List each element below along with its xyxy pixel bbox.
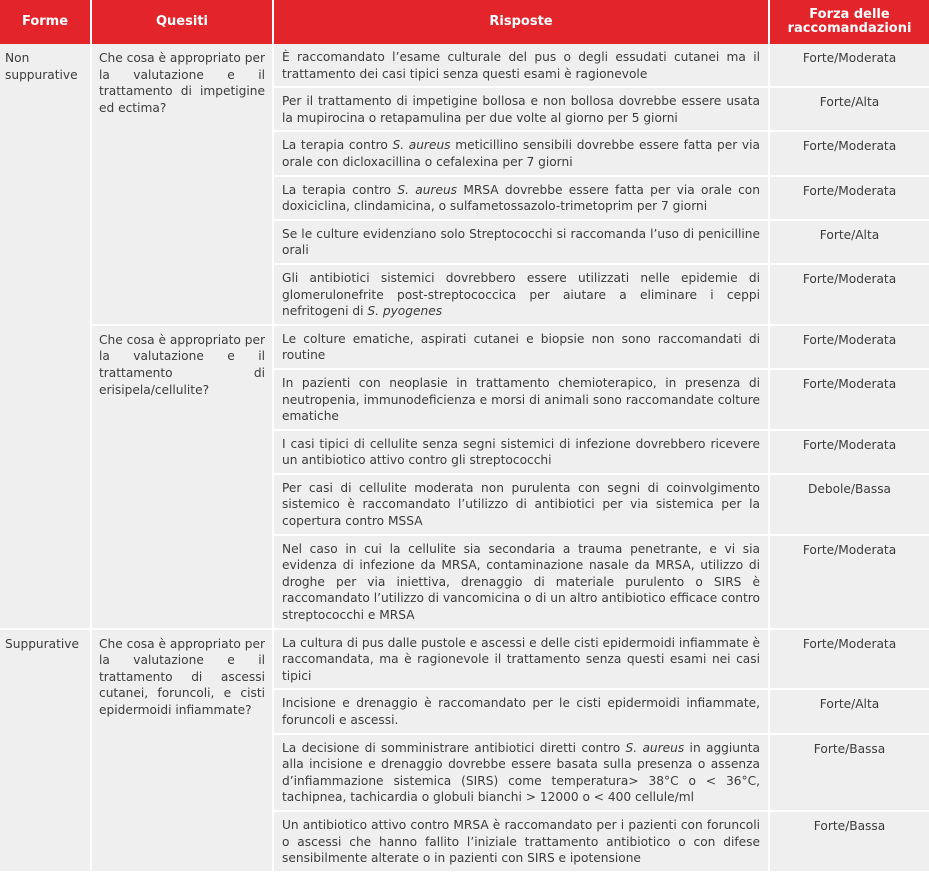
table-body	[0, 44, 929, 872]
header-quesiti: Quesiti	[91, 0, 273, 44]
risposta-text: I casi tipici di cellulite senza segni sistemici di infezione dovrebbero ricevere un antibiotico attivo contro gli streptococchi	[282, 436, 760, 468]
forza-cell: Forte/Moderata	[769, 264, 929, 325]
forza-cell: Forte/Bassa	[769, 734, 929, 811]
table-row	[0, 44, 929, 87]
risposta-italic-text: S. aureus	[625, 740, 685, 755]
risposta-cell	[273, 87, 769, 131]
risposta-text: MRSA dovrebbe essere fatta per via orale con doxiciclina, clindamicina, o sulfametossazolo-trimetoprim per 7 giorni	[282, 182, 760, 214]
quesito-cell: Che cosa è appropriato per la valutazione e il trattamento di impetigine ed ectima?	[91, 44, 273, 325]
risposta-cell	[273, 535, 769, 629]
forza-cell: Forte/Moderata	[769, 44, 929, 87]
risposta-cell	[273, 629, 769, 690]
forza-cell: Forte/Moderata	[769, 535, 929, 629]
risposta-cell	[273, 369, 769, 430]
risposta-text: Incisione e drenaggio è raccomandato per le cisti epidermoidi infiammate, foruncoli e ascessi.	[282, 696, 760, 727]
forza-cell: Forte/Moderata	[769, 131, 929, 175]
risposta-text: In pazienti con neoplasie in trattamento chemioterapico, in presenza di neutropenia, immunodeficienza e morsi di animali sono raccomandate colture ematiche	[282, 375, 760, 424]
forza-cell: Forte/Alta	[769, 689, 929, 733]
risposta-cell	[273, 474, 769, 535]
risposta-italic-text: S. aureus	[397, 182, 458, 197]
quesito-cell: Che cosa è appropriato per la valutazione e il trattamento di ascessi cutanei, foruncoli, e cisti epidermoidi infiammate?	[91, 629, 273, 872]
risposta-text: Gli antibiotici sistemici dovrebbero essere utilizzati nelle epidemie di glomerulonefrite post-streptococcica per aiutare a eliminare i ceppi nefritogeni di	[282, 270, 760, 319]
forza-cell: Forte/Moderata	[769, 325, 929, 369]
risposta-text: È raccomandato l’esame culturale del pus o degli essudati cutanei ma il trattamento dei casi tipici senza questi esami è ragionevole	[282, 50, 760, 81]
risposta-cell	[273, 264, 769, 325]
forza-cell: Forte/Moderata	[769, 430, 929, 474]
table-header	[0, 0, 929, 44]
risposta-text: La terapia contro	[282, 182, 398, 197]
forza-cell: Forte/Bassa	[769, 811, 929, 872]
risposta-cell	[273, 176, 769, 220]
risposta-text: La decisione di somministrare antibiotici diretti contro	[282, 740, 626, 755]
risposta-text: Se le culture evidenziano solo Streptococchi si raccomanda l’uso di penicilline orali	[282, 226, 760, 258]
risposta-cell	[273, 325, 769, 369]
header-forme: Forme	[0, 0, 91, 44]
risposta-text: La terapia contro	[282, 138, 393, 153]
risposta-text: in aggiunta alla incisione e drenaggio dovrebbe essere basata sulla presenza o assenza d’infiammazione sistemica (SIRS) come temperatura> 38°C o < 36°C, tachipnea, tachicardia o globuli bianchi > 12000 o < 400 cellule/ml	[282, 740, 761, 805]
forza-cell: Debole/Bassa	[769, 474, 929, 535]
risposta-cell	[273, 220, 769, 264]
risposta-text: meticillino sensibili dovrebbe essere fatta per via orale con dicloxacillina o cefalexina per 7 giorni	[282, 138, 761, 169]
forza-cell: Forte/Alta	[769, 87, 929, 131]
header-row	[0, 0, 929, 44]
risposta-cell	[273, 131, 769, 175]
header-risposte: Risposte	[273, 0, 769, 44]
risposta-italic-text: S. pyogenes	[367, 304, 443, 319]
header-forza: Forza delle raccomandazioni	[769, 0, 929, 44]
forza-cell: Forte/Alta	[769, 220, 929, 264]
risposta-text: Le colture ematiche, aspirati cutanei e biopsie non sono raccomandati di routine	[282, 331, 760, 363]
forza-cell: Forte/Moderata	[769, 176, 929, 220]
risposta-text: Nel caso in cui la cellulite sia secondaria a trauma penetrante, e vi sia evidenza di infezione da MRSA, contaminazione nasale da MRSA, utilizzo di droghe per via iniettiva, drenaggio di materiale purulento o SIRS è raccomandato l’utilizzo di vancomicina o di un altro antibiotico efficace contro streptococchi e MRSA	[282, 541, 760, 623]
risposta-text: Per il trattamento di impetigine bollosa e non bollosa dovrebbe essere usata la mupirocina o retapamulina per due volte al giorno per 5 giorni	[282, 94, 760, 125]
risposta-italic-text: S. aureus	[392, 138, 451, 153]
forma-cell: Suppurative	[0, 629, 91, 872]
risposta-text: Un antibiotico attivo contro MRSA è raccomandato per i pazienti con foruncoli o ascessi che hanno fallito l’iniziale trattamento antibiotico o con difese sensibilmente alterate o in pazienti con SIRS e ipotensione	[282, 817, 760, 866]
forza-cell: Forte/Moderata	[769, 629, 929, 690]
risposta-cell	[273, 734, 769, 811]
forma-cell: Non suppurative	[0, 44, 91, 629]
risposta-text: Per casi di cellulite moderata non purulenta con segni di coinvolgimento sistemico è raccomandato l’utilizzo di antibiotici per via sistemica per la copertura contro MSSA	[282, 480, 760, 529]
table-row	[0, 325, 929, 369]
risposta-cell	[273, 430, 769, 474]
quesito-cell: Che cosa è appropriato per la valutazione e il trattamento di erisipela/cellulite?	[91, 325, 273, 629]
risposta-cell	[273, 811, 769, 872]
forza-cell: Forte/Moderata	[769, 369, 929, 430]
risposta-text: La cultura di pus dalle pustole e ascessi e delle cisti epidermoidi infiammate è raccomandata, ma è ragionevole il trattamento senza questi esami nei casi tipici	[282, 635, 760, 683]
table-row	[0, 629, 929, 690]
risposta-cell	[273, 689, 769, 733]
risposta-cell	[273, 44, 769, 87]
